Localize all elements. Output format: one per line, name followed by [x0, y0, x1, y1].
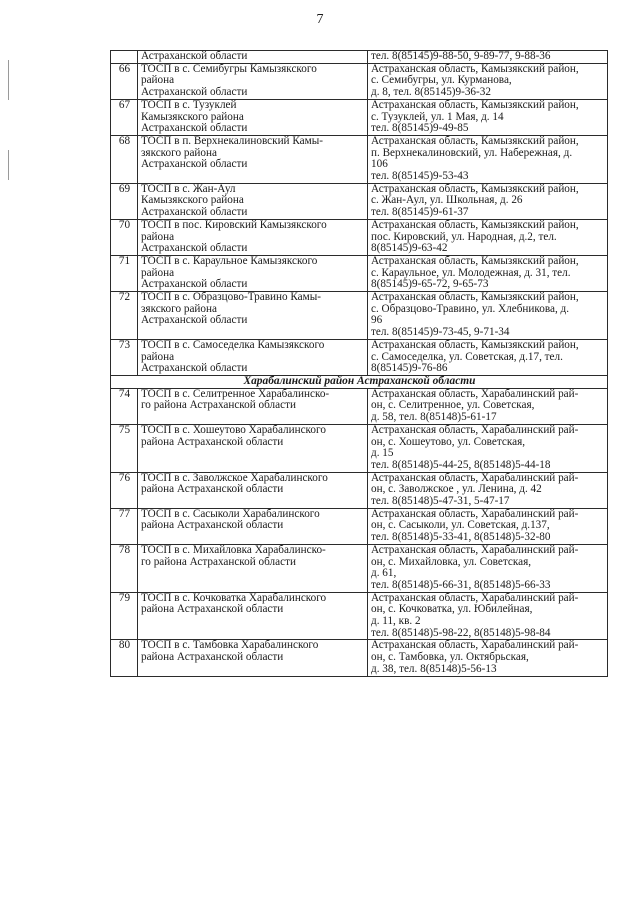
table-row — [111, 99, 608, 135]
department-name-line: ТОСП в с. Тамбовка Харабалинского — [141, 639, 319, 652]
department-name-line: Астраханской области — [141, 122, 248, 135]
department-address — [368, 255, 608, 291]
row-number: 70 — [111, 219, 138, 255]
department-name-line: района Астраханской области — [141, 435, 284, 448]
department-name-line: ТОСП в с. Михайловка Харабалинско- — [141, 543, 326, 556]
address-line: он, с. Тамбовка, ул. Октябрьская, — [371, 651, 529, 664]
department-name — [138, 135, 368, 183]
table-row — [111, 424, 608, 472]
address-line: 8(85145)9-65-72, 9-65-73 — [371, 278, 489, 291]
department-name-line: ТОСП в с. Жан-Аул — [141, 182, 236, 195]
address-line: с. Тузуклей, ул. 1 Мая, д. 14 — [371, 110, 504, 123]
department-name — [138, 472, 368, 508]
address-line: 106 — [371, 158, 388, 171]
address-line: Астраханская область, Харабалинский рай- — [371, 639, 579, 652]
address-line: Астраханская область, Камызякский район, — [371, 62, 579, 75]
address-line: п. Верхнекалиновский, ул. Набережная, д. — [371, 146, 573, 159]
address-line: тел. 8(85145)9-53-43 — [371, 170, 469, 183]
address-line: тел. 8(85148)5-66-31, 8(85148)5-66-33 — [371, 578, 551, 591]
department-name-line: ТОСП в с. Селитренное Харабалинско- — [141, 387, 330, 400]
address-line: тел. 8(85145)9-49-85 — [371, 122, 469, 135]
row-number: 73 — [111, 339, 138, 375]
section-header: Харабалинский район Астраханской области — [111, 375, 608, 388]
department-address — [368, 472, 608, 508]
address-line: Астраханская область, Камызякский район, — [371, 134, 579, 147]
department-name-line: Астраханской области — [141, 206, 248, 219]
address-line: он, с. Заволжское , ул. Ленина, д. 42 — [371, 483, 542, 496]
department-name-line: ТОСП в с. Заволжское Харабалинского — [141, 471, 328, 484]
table-section — [111, 375, 608, 388]
address-line: Астраханская область, Камызякский район, — [371, 338, 579, 351]
address-line: с. Караульное, ул. Молодежная, д. 31, тел. — [371, 266, 571, 279]
department-name-line: Камызякского района — [141, 110, 244, 123]
department-name-line: ТОСП в с. Самоседелка Камызякского — [141, 338, 325, 351]
department-name — [138, 640, 368, 676]
department-name-line: района Астраханской области — [141, 603, 284, 616]
address-line: тел. 8(85148)5-47-31, 5-47-17 — [371, 495, 510, 508]
scan-margin-mark — [8, 150, 9, 180]
address-line: Астраханская область, Харабалинский рай- — [371, 471, 579, 484]
department-name-line: района Астраханской области — [141, 651, 284, 664]
address-line: 8(85145)9-76-86 — [371, 362, 448, 375]
table-row — [111, 472, 608, 508]
department-name-line: ТОСП в с. Образцово-Травино Камы- — [141, 291, 321, 304]
table-row — [111, 388, 608, 424]
address-line: Астраханская область, Харабалинский рай- — [371, 507, 579, 520]
address-line: пос. Кировский, ул. Народная, д.2, тел. — [371, 230, 557, 243]
department-name-line: ТОСП в п. Верхнекалиновский Камы- — [141, 134, 323, 147]
row-number: 69 — [111, 183, 138, 219]
row-number: 75 — [111, 424, 138, 472]
department-name-line: Астраханской области — [141, 362, 248, 375]
address-line: с. Жан-Аул, ул. Школьная, д. 26 — [371, 194, 523, 207]
address-line: д. 58, тел. 8(85148)5-61-17 — [371, 411, 497, 424]
department-address — [368, 183, 608, 219]
address-line: с. Образцово-Травино, ул. Хлебникова, д. — [371, 302, 570, 315]
address-line: он, с. Селитренное, ул. Советская, — [371, 399, 535, 412]
address-line: Астраханская область, Камызякский район, — [371, 291, 579, 304]
table-row — [111, 183, 608, 219]
table-body-kamyzyak — [111, 51, 608, 376]
address-line: он, с. Михайловка, ул. Советская, — [371, 555, 532, 568]
department-name-line: района — [141, 266, 175, 279]
table-row — [111, 292, 608, 340]
department-name — [138, 99, 368, 135]
row-number: 79 — [111, 592, 138, 640]
department-address — [368, 99, 608, 135]
row-number: 66 — [111, 63, 138, 99]
table-row-continuation — [111, 51, 608, 64]
table-row — [111, 339, 608, 375]
address-line: тел. 8(85145)9-73-45, 9-71-34 — [371, 326, 510, 339]
department-name-line: ТОСП в с. Караульное Камызякского — [141, 254, 318, 267]
address-line: д. 11, кв. 2 — [371, 615, 421, 628]
address-line: тел. 8(85148)5-44-25, 8(85148)5-44-18 — [371, 458, 551, 471]
address-line: с. Семибугры, ул. Курманова, — [371, 74, 512, 87]
department-name-line: зякского района — [141, 302, 217, 315]
table-body-kharabali — [111, 388, 608, 676]
address-line: д. 8, тел. 8(85145)9-36-32 — [371, 86, 491, 99]
table-row — [111, 219, 608, 255]
address-line: д. 61, — [371, 567, 397, 580]
row-number: 68 — [111, 135, 138, 183]
address-line: Астраханская область, Камызякский район, — [371, 218, 579, 231]
department-name-line: зякского района — [141, 146, 217, 159]
department-address — [368, 339, 608, 375]
table-row — [111, 592, 608, 640]
table-row — [111, 63, 608, 99]
address-line: тел. 8(85148)5-98-22, 8(85148)5-98-84 — [371, 626, 551, 639]
address-line: 96 — [371, 314, 383, 327]
row-number: 67 — [111, 99, 138, 135]
department-name-line: Астраханской области — [141, 86, 248, 99]
department-name-line: го района Астраханской области — [141, 399, 296, 412]
row-number: 80 — [111, 640, 138, 676]
address-line: Астраханская область, Харабалинский рай- — [371, 387, 579, 400]
department-address — [368, 63, 608, 99]
address-line: он, с. Сасыколи, ул. Советская, д.137, — [371, 519, 550, 532]
address-line: Астраханская область, Камызякский район, — [371, 182, 579, 195]
table-row — [111, 544, 608, 592]
table-row — [111, 640, 608, 676]
department-address — [368, 592, 608, 640]
section-header-row — [111, 375, 608, 388]
row-number — [111, 51, 138, 64]
department-name-line: ТОСП в с. Сасыколи Харабалинского — [141, 507, 320, 520]
department-name — [138, 544, 368, 592]
department-name — [138, 508, 368, 544]
department-address — [368, 135, 608, 183]
department-name — [138, 63, 368, 99]
department-address — [368, 292, 608, 340]
address-line: он, с. Кочковатка, ул. Юбилейная, — [371, 603, 533, 616]
department-name — [138, 292, 368, 340]
address-line: тел. 8(85145)9-61-37 — [371, 206, 469, 219]
department-name-line: района Астраханской области — [141, 483, 284, 496]
department-name-line: района — [141, 230, 175, 243]
department-name — [138, 592, 368, 640]
department-name-line: Камызякского района — [141, 194, 244, 207]
department-name-line: ТОСП в пос. Кировский Камызякского — [141, 218, 327, 231]
department-name — [138, 51, 368, 64]
department-address — [368, 544, 608, 592]
department-address — [368, 640, 608, 676]
department-name — [138, 424, 368, 472]
department-name-line: Астраханской области — [141, 242, 248, 255]
department-name — [138, 183, 368, 219]
address-line: Астраханская область, Камызякский район, — [371, 254, 579, 267]
department-name-line: района — [141, 350, 175, 363]
department-name — [138, 388, 368, 424]
row-number: 76 — [111, 472, 138, 508]
department-name-line: Астраханской области — [141, 314, 248, 327]
department-name-line: района Астраханской области — [141, 519, 284, 532]
row-number: 74 — [111, 388, 138, 424]
address-line: 8(85145)9-63-42 — [371, 242, 448, 255]
address-line: Астраханская область, Харабалинский рай- — [371, 591, 579, 604]
table-row — [111, 508, 608, 544]
department-address — [368, 424, 608, 472]
row-number: 77 — [111, 508, 138, 544]
department-name — [138, 219, 368, 255]
address-line: Астраханская область, Камызякский район, — [371, 98, 579, 111]
address-line: с. Самоседелка, ул. Советская, д.17, тел. — [371, 350, 563, 363]
department-name-line: ТОСП в с. Семибугры Камызякского — [141, 62, 317, 75]
department-name — [138, 339, 368, 375]
address-line: д. 38, тел. 8(85148)5-56-13 — [371, 662, 497, 675]
department-name-line: района — [141, 74, 175, 87]
department-name-line: ТОСП в с. Кочковатка Харабалинского — [141, 591, 327, 604]
department-name — [138, 255, 368, 291]
department-address — [368, 508, 608, 544]
address-line: Астраханская область, Харабалинский рай- — [371, 423, 579, 436]
department-address — [368, 51, 608, 64]
row-number: 71 — [111, 255, 138, 291]
department-name-line: ТОСП в с. Хошеутово Харабалинского — [141, 423, 326, 436]
department-name-line: ТОСП в с. Тузуклей — [141, 98, 237, 111]
department-table — [110, 50, 608, 677]
table-row — [111, 255, 608, 291]
address-line: тел. 8(85145)9-88-50, 9-89-77, 9-88-36 — [371, 50, 551, 62]
address-line: д. 15 — [371, 447, 394, 460]
address-line: он, с. Хошеутово, ул. Советская, — [371, 435, 526, 448]
department-name-line: Астраханской области — [141, 158, 248, 171]
scan-margin-mark — [8, 60, 9, 100]
department-address — [368, 388, 608, 424]
department-name-line: Астраханской области — [141, 278, 248, 291]
department-name-line: го района Астраханской области — [141, 555, 296, 568]
table-row — [111, 135, 608, 183]
row-number: 72 — [111, 292, 138, 340]
address-line: Астраханская область, Харабалинский рай- — [371, 543, 579, 556]
department-name-line: Астраханской области — [141, 50, 248, 62]
page-number: 7 — [316, 12, 324, 27]
department-address — [368, 219, 608, 255]
row-number: 78 — [111, 544, 138, 592]
address-line: тел. 8(85148)5-33-41, 8(85148)5-32-80 — [371, 531, 551, 544]
